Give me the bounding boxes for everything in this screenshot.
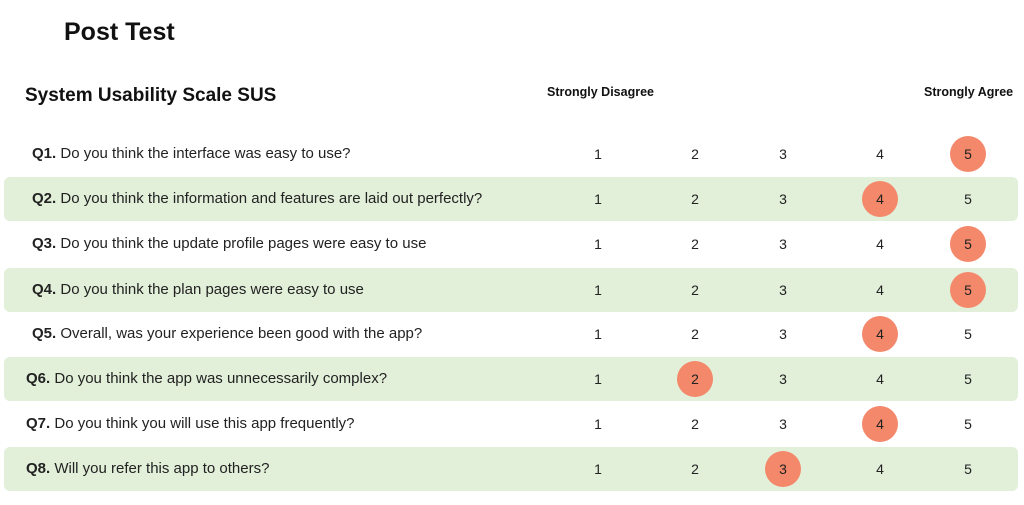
rating-option[interactable]: 1 (594, 236, 602, 252)
selected-rating-option[interactable]: 3 (765, 451, 801, 487)
question-row (4, 268, 1018, 312)
selected-rating-option[interactable]: 5 (950, 226, 986, 262)
rating-option[interactable]: 1 (594, 326, 602, 342)
selected-rating-option[interactable]: 4 (862, 406, 898, 442)
question-row (4, 132, 1018, 176)
rating-option[interactable]: 3 (779, 146, 787, 162)
question-number: Q5. (32, 325, 57, 342)
rating-option[interactable]: 5 (964, 416, 972, 432)
question-text (26, 402, 355, 446)
rating-option[interactable]: 2 (691, 461, 699, 477)
question-text (32, 268, 364, 312)
question-number: Q7. (26, 415, 51, 432)
question-number: Q8. (26, 460, 51, 477)
question-label: Do you think the interface was easy to use? (56, 145, 351, 162)
rating-option[interactable]: 3 (779, 236, 787, 252)
question-label: Do you think you will use this app frequently? (50, 415, 355, 432)
question-label: Overall, was your experience been good with the app? (56, 325, 423, 342)
rating-option[interactable]: 3 (779, 191, 787, 207)
rating-option[interactable]: 5 (964, 371, 972, 387)
sus-title: System Usability Scale SUS (25, 85, 277, 106)
rating-option[interactable]: 2 (691, 236, 699, 252)
question-number: Q3. (32, 235, 57, 252)
question-text (32, 177, 482, 221)
rating-option[interactable]: 5 (964, 191, 972, 207)
rating-option[interactable]: 3 (779, 282, 787, 298)
question-text (32, 312, 422, 356)
selected-rating-option[interactable]: 5 (950, 272, 986, 308)
question-number: Q1. (32, 145, 57, 162)
question-label: Do you think the plan pages were easy to use (56, 281, 364, 298)
question-text (26, 447, 269, 491)
question-label: Do you think the update profile pages were easy to use (56, 235, 427, 252)
question-label: Do you think the information and features are laid out perfectly? (56, 190, 483, 207)
rating-option[interactable]: 1 (594, 461, 602, 477)
question-row (4, 222, 1018, 266)
rating-option[interactable]: 4 (876, 236, 884, 252)
question-label: Will you refer this app to others? (50, 460, 270, 477)
question-row (4, 357, 1018, 401)
question-number: Q4. (32, 281, 57, 298)
rating-option[interactable]: 5 (964, 326, 972, 342)
question-text (26, 357, 387, 401)
rating-option[interactable]: 5 (964, 461, 972, 477)
rating-option[interactable]: 4 (876, 146, 884, 162)
rating-option[interactable]: 1 (594, 146, 602, 162)
rating-option[interactable]: 3 (779, 371, 787, 387)
rating-option[interactable]: 1 (594, 416, 602, 432)
rating-option[interactable]: 4 (876, 371, 884, 387)
page-title: Post Test (64, 18, 175, 46)
scale-high-label: Strongly Agree (924, 85, 1014, 99)
question-row (4, 447, 1018, 491)
rating-option[interactable]: 4 (876, 282, 884, 298)
rating-option[interactable]: 1 (594, 191, 602, 207)
rating-option[interactable]: 2 (691, 282, 699, 298)
selected-rating-option[interactable]: 5 (950, 136, 986, 172)
rating-option[interactable]: 2 (691, 326, 699, 342)
question-row (4, 312, 1018, 356)
rating-option[interactable]: 3 (779, 326, 787, 342)
rating-option[interactable]: 2 (691, 416, 699, 432)
question-text (32, 132, 351, 176)
scale-low-label: Strongly Disagree (547, 85, 654, 99)
selected-rating-option[interactable]: 2 (677, 361, 713, 397)
rating-option[interactable]: 2 (691, 146, 699, 162)
question-label: Do you think the app was unnecessarily complex? (50, 370, 388, 387)
rating-option[interactable]: 4 (876, 461, 884, 477)
rating-option[interactable]: 2 (691, 191, 699, 207)
question-row (4, 177, 1018, 221)
rating-option[interactable]: 3 (779, 416, 787, 432)
rating-option[interactable]: 1 (594, 371, 602, 387)
question-text (32, 222, 426, 266)
selected-rating-option[interactable]: 4 (862, 316, 898, 352)
question-number: Q2. (32, 190, 57, 207)
rating-option[interactable]: 1 (594, 282, 602, 298)
question-number: Q6. (26, 370, 51, 387)
selected-rating-option[interactable]: 4 (862, 181, 898, 217)
question-row (4, 402, 1018, 446)
